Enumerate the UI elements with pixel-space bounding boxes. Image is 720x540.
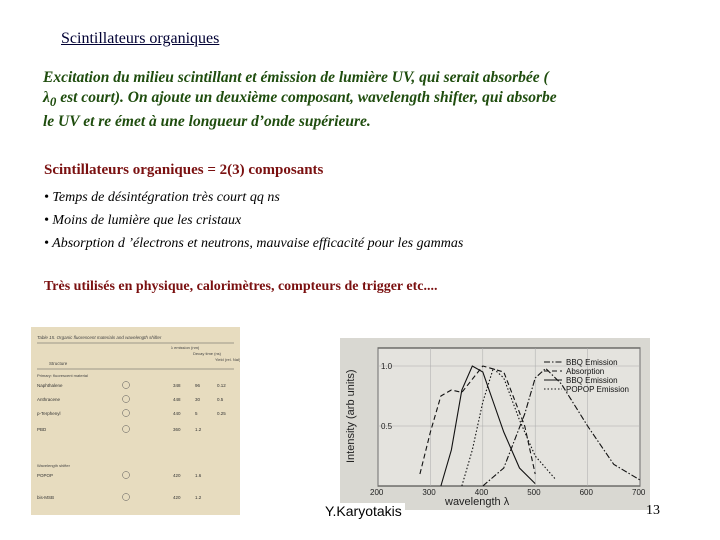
y-tick-label: 1.0 <box>381 362 393 371</box>
table-cell-decay: 1.2 <box>195 495 202 500</box>
slide-title: Scintillateurs organiques <box>61 30 220 47</box>
lambda-subscript: 0 <box>49 94 57 110</box>
legend-label: BBQ Emission <box>566 376 618 385</box>
table-header-structure: Structure <box>49 361 68 366</box>
lambda-symbol: λ <box>43 89 50 106</box>
x-tick-label: 300 <box>422 488 436 497</box>
y-tick-label: 0.5 <box>381 422 393 431</box>
usage-line: Très utilisés en physique, calorimètres, compteurs de trigger etc.... <box>44 279 438 294</box>
table-cell-name: PBD <box>37 427 47 432</box>
table-cell-decay: 30 <box>195 397 201 402</box>
table-cell-name: bis-MSB <box>37 495 55 500</box>
page-number: 13 <box>646 503 660 518</box>
y-axis-label: Intensity (arb units) <box>345 369 357 463</box>
table-figure-svg <box>31 327 240 515</box>
x-tick-label: 200 <box>370 488 384 497</box>
spectrum-plot-figure <box>340 338 650 510</box>
table-cell-emission: 360 <box>173 427 181 432</box>
table-cell-emission: 440 <box>173 411 181 416</box>
table-cell-name: Anthracene <box>37 397 61 402</box>
x-tick-label: 400 <box>474 488 489 497</box>
organic-materials-table-figure <box>31 327 240 515</box>
table-cell-decay: 1.6 <box>195 473 202 478</box>
x-axis-label: wavelength λ <box>445 496 510 508</box>
table-cell-decay: 5 <box>195 411 198 416</box>
table-cell-name: Naphthalene <box>37 383 63 388</box>
table-cell-emission: 420 <box>173 473 181 478</box>
table-cell-yield: 0.5 <box>217 397 224 402</box>
table-cell-emission: 420 <box>173 495 181 500</box>
table-header-decay: Decay time (ns) <box>193 351 222 356</box>
table-caption: Table 15. Organic fluorescent materials and wavelength shifter <box>37 335 162 340</box>
x-tick-label: 500 <box>527 488 541 497</box>
bullet-list <box>44 186 463 255</box>
legend-label: POPOP Emission <box>566 385 629 394</box>
table-cell-emission: 348 <box>173 383 181 388</box>
legend-label: BBQ Emission <box>566 358 618 367</box>
bullet-item: • Moins de lumière que les cristaux <box>44 213 242 228</box>
table-cell-name: p-Terphenyl <box>37 411 61 416</box>
intro-line-1: Excitation du milieu scintillant et émission de lumière UV, qui serait absorbée ( <box>43 69 549 86</box>
table-cell-emission: 448 <box>173 397 181 402</box>
bullet-item: • Absorption d ’électrons et neutrons, mauvaise efficacité pour les gammas <box>44 236 464 251</box>
table-header-emission: λ emission (nm) <box>171 345 200 350</box>
legend-label: Absorption <box>566 367 605 376</box>
intro-line-3: le UV et re émet à une longueur d’onde supérieure. <box>43 113 371 131</box>
footer-author: Y.Karyotakis <box>322 503 405 519</box>
table-header-yield: Yield (rel. NaI) <box>215 357 240 362</box>
bullet-item: • Temps de désintégration très court qq ns <box>44 190 280 205</box>
table-cell-decay: 96 <box>195 383 201 388</box>
table-cell-yield: 0.25 <box>217 411 226 416</box>
x-tick-label: 700 <box>632 488 646 497</box>
table-cell-decay: 1.2 <box>195 427 202 432</box>
table-section-shifter: Wavelength shifter <box>37 463 70 468</box>
table-section-primary: Primary: fluorescent material <box>37 373 88 378</box>
intro-paragraph <box>43 68 653 132</box>
table-cell-yield: 0.12 <box>217 383 226 388</box>
x-tick-label: 600 <box>579 488 593 497</box>
components-heading: Scintillateurs organiques = 2(3) composants <box>44 162 324 178</box>
intro-line-2: est court). On ajoute un deuxième composant, wavelength shifter, qui absorbe <box>56 89 557 106</box>
spectrum-plot-svg <box>340 338 650 510</box>
table-cell-name: POPOP <box>37 473 54 478</box>
